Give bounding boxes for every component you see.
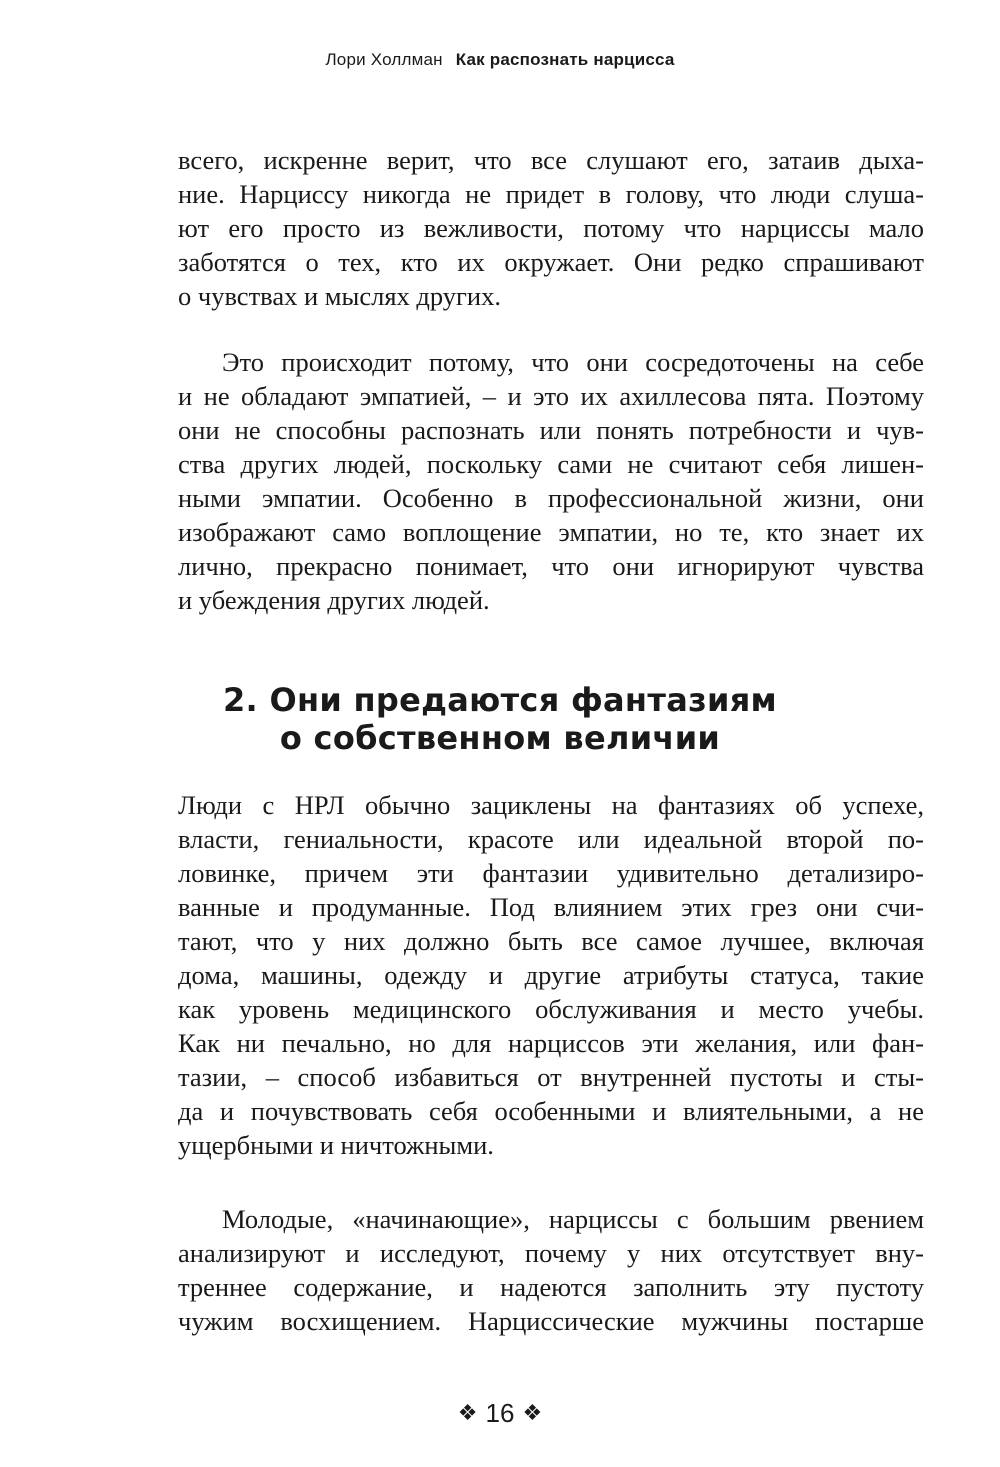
text-line: Это происходит потому, что они сосредоточены на себе xyxy=(222,347,924,377)
text-line: ние. Нарциссу никогда не придет в голову, что люди слуша- xyxy=(178,179,924,209)
text-line: тазии, – способ избавиться от внутренней пустоты и сты- xyxy=(178,1062,924,1092)
text-line: изображают само воплощение эмпатии, но те, кто знает их xyxy=(178,517,924,547)
header-author: Лори Холлман xyxy=(325,50,443,69)
page-number: 16 xyxy=(485,1398,515,1428)
text-line: ущербными и ничтожными. xyxy=(178,1130,494,1160)
text-line: всего, искренне верит, что все слушают его, затаив дыха- xyxy=(178,145,924,175)
text-line: да и почувствовать себя особенными и влиятельными, а не xyxy=(178,1096,924,1126)
section-heading-line-2: о собственном величии xyxy=(279,719,721,757)
ornament-right-icon: ❖ xyxy=(522,1400,543,1425)
section-heading-line-1: 2. Они предаются фантазиям xyxy=(222,681,778,719)
text-line: и не обладают эмпатией, – и это их ахиллесова пята. Поэтому xyxy=(178,381,924,411)
text-line: Молодые, «начинающие», нарциссы с большим рвением xyxy=(222,1204,924,1234)
running-header xyxy=(0,50,1000,70)
text-line: заботятся о тех, кто их окружает. Они редко спрашивают xyxy=(178,247,924,277)
text-line: ванные и продуманные. Под влиянием этих грез они счи- xyxy=(178,892,924,922)
header-book-title: Как распознать нарцисса xyxy=(455,50,675,69)
text-line: чужим восхищением. Нарциссические мужчины постарше xyxy=(178,1306,924,1336)
text-line: ными эмпатии. Особенно в профессиональной жизни, они xyxy=(178,483,924,513)
text-line: ства других людей, поскольку сами не считают себя лишен- xyxy=(178,449,924,479)
text-line: треннее содержание, и надеются заполнить эту пустоту xyxy=(178,1272,924,1302)
text-line: Как ни печально, но для нарциссов эти желания, или фан- xyxy=(178,1028,924,1058)
text-line: ют его просто из вежливости, потому что нарциссы мало xyxy=(178,213,924,243)
ornament-left-icon: ❖ xyxy=(457,1400,478,1425)
text-line: Люди с НРЛ обычно зациклены на фантазиях об успехе, xyxy=(178,790,924,820)
page-footer xyxy=(0,1398,1000,1429)
text-line: и убеждения других людей. xyxy=(178,585,490,615)
text-line: о чувствах и мыслях других. xyxy=(178,281,501,311)
text-line: как уровень медицинского обслуживания и место учебы. xyxy=(178,994,924,1024)
text-line: они не способны распознать или понять потребности и чув- xyxy=(178,415,924,445)
text-line: власти, гениальности, красоте или идеальной второй по- xyxy=(178,824,924,854)
text-line: лично, прекрасно понимает, что они игнорируют чувства xyxy=(178,551,924,581)
text-line: анализируют и исследуют, почему у них отсутствует вну- xyxy=(178,1238,924,1268)
text-line: ловинке, причем эти фантазии удивительно детализиро- xyxy=(178,858,924,888)
text-line: дома, машины, одежду и другие атрибуты статуса, такие xyxy=(178,960,924,990)
text-line: тают, что у них должно быть все самое лучшее, включая xyxy=(178,926,924,956)
